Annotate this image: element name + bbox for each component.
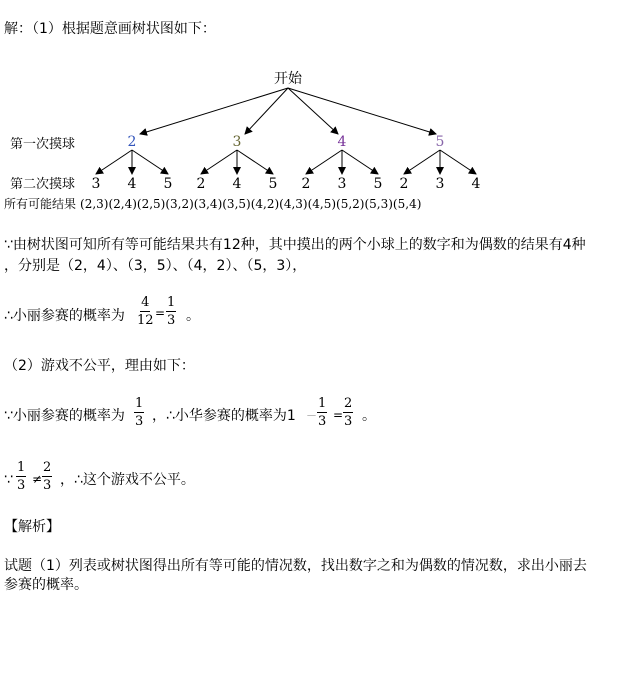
outcomes-list: (2,3)(2,4)(2,5)(3,2)(3,4)(3,5)(4,2)(4,3)(4,5)(5,2)(5,3)(5,4) [80,197,422,211]
level1-label: 第一次摸球 [10,137,76,152]
second-draw-node: 5 [163,176,173,192]
first-draw-node: 3 [232,134,242,150]
probability-line-prefix: ∴小丽参赛的概率为 [4,308,125,324]
second-draw-node: 3 [337,176,347,192]
tree-edge [306,150,342,174]
fraction-denominator: 3 [318,414,327,429]
tree-edge [237,150,273,174]
fraction-1-3 [317,396,327,429]
analysis-line-2: 参赛的概率。 [4,577,88,593]
tree-first-level-edges [140,88,436,134]
equals-sign: = [333,408,344,422]
outcomes-row [4,195,421,212]
second-draw-node: 5 [268,176,278,192]
second-draw-node: 3 [435,176,445,192]
explanation-line-1: ∵由树状图可知所有等可能结果共有12种，其中摸出的两个小球上的数字和为偶数的结果有4种 [4,237,586,253]
tree-diagram [0,0,630,200]
tree-root-label: 开始 [274,71,302,87]
fraction-1-3 [134,396,144,429]
second-draw-node: 5 [373,176,383,192]
line4-prefix: ∵小丽参赛的概率为 [4,408,125,424]
first-draw-node: 5 [435,134,445,150]
tree-edge [440,150,476,174]
analysis-heading: 【解析】 [4,519,60,535]
fraction-denominator: 3 [17,478,26,493]
fraction-numerator: 1 [318,396,327,411]
explanation-line-2: ，分别是（2，4）、（3，5）、（4，2）、（5，3）， [4,258,307,274]
second-draw-node: 4 [127,176,137,192]
equals-sign: = [155,306,166,320]
fraction-numerator: 1 [135,396,144,411]
tree-edge [404,150,440,174]
line4-suffix: 。 [362,408,376,424]
second-draw-node: 2 [301,176,311,192]
fraction-denominator: 3 [43,478,52,493]
tree-second-level-edges [96,150,476,174]
tree-first-level-nodes [128,134,445,150]
not-equal-sign: ≠ [32,472,43,486]
line4-middle: ，∴小华参赛的概率为1 [152,408,296,424]
intro-text: 解：（1）根据题意画树状图如下： [4,21,216,37]
tree-edge [288,88,338,134]
part2-heading: （2）游戏不公平，理由如下： [4,358,195,374]
tree-edge [201,150,237,174]
fraction-numerator: 2 [344,396,353,411]
fraction-denominator: 3 [167,313,176,328]
tree-edge [132,150,168,174]
second-draw-node: 4 [232,176,242,192]
line3-suffix: 。 [186,308,200,324]
tree-edge [96,150,132,174]
fraction-2-3 [42,460,52,493]
fraction-numerator: 4 [141,295,150,310]
tree-second-level-nodes [92,176,481,192]
tree-edge [288,88,436,134]
tree-edge [342,150,378,174]
second-draw-node: 3 [91,176,101,192]
line5-prefix: ∵ [4,472,13,488]
first-draw-node: 4 [337,134,347,150]
minus-glyph: － [306,409,317,422]
line5-suffix: ，∴这个游戏不公平。 [60,472,195,488]
analysis-line-1: 试题（1）列表或树状图得出所有等可能的情况数，找出数字之和为偶数的情况数，求出小丽去 [4,558,587,574]
level2-label: 第二次摸球 [10,177,76,192]
fraction-denominator: 3 [344,414,353,429]
fraction-1-3 [16,460,26,493]
first-draw-node: 2 [127,134,137,150]
second-draw-node: 2 [196,176,206,192]
fraction-denominator: 12 [137,313,154,328]
tree-edge [140,88,288,134]
fraction-denominator: 3 [135,414,144,429]
fraction-numerator: 2 [43,460,52,475]
second-draw-node: 2 [399,176,409,192]
fraction-numerator: 1 [167,295,176,310]
fraction-numerator: 1 [17,460,26,475]
second-draw-node: 4 [471,176,481,192]
fraction-1-3 [166,295,176,328]
outcomes-label: 所有可能结果 [4,197,77,211]
fraction-2-3 [343,396,353,429]
fraction-4-12 [136,295,155,328]
